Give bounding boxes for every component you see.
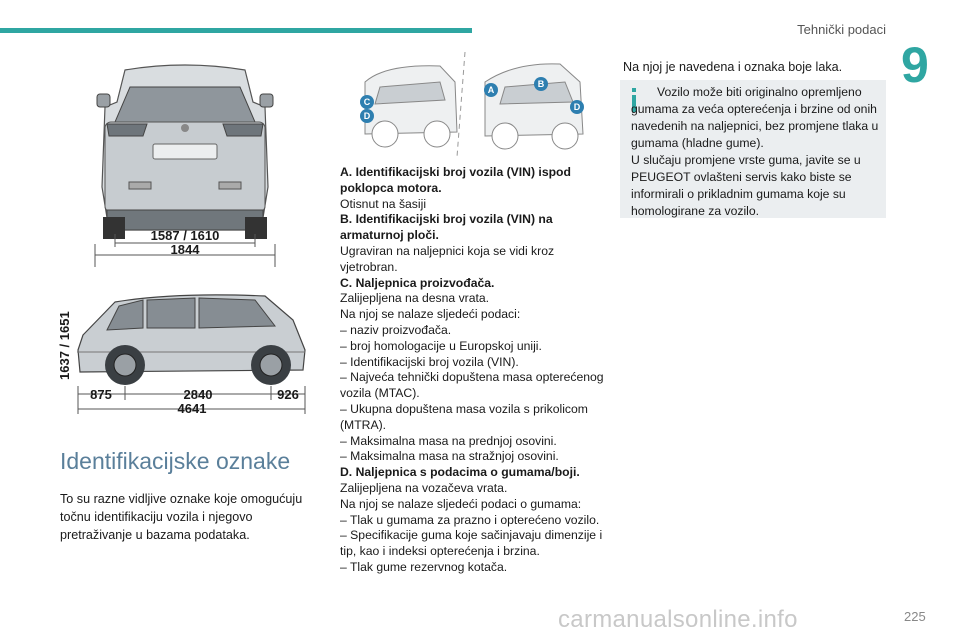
label-d-heading: D. Naljepnica s podacima o gumama/boji. <box>340 465 580 480</box>
label-d-line: Na njoj se nalaze sljedeći podaci o gumama: <box>340 496 582 511</box>
marker-a: A <box>487 85 495 95</box>
front-overhang-label: 875 <box>90 387 112 402</box>
label-c-line: – Najveća tehnički dopuštena masa opterećenog vozila (MTAC). <box>340 370 604 401</box>
label-c-heading: C. Naljepnica proizvođača. <box>340 275 495 290</box>
label-c-line: – Maksimalna masa na stražnjoj osovini. <box>340 449 559 464</box>
label-a-line: Otisnut na šasiji <box>340 196 427 211</box>
marker-b: B <box>537 79 545 89</box>
section-intro: To su razne vidljive oznake koje omogućuju točnu identifikaciju vozila i njegovo pretraživanje u bazama podataka. <box>60 492 303 542</box>
info-text-first: Vozilo može biti originalno opremljeno gumama za veća opterećenja i brzine od onih navedenih na naljepnici, bez promjene tlaka u gumama (hladne gume). <box>631 85 879 150</box>
vin-location-figure <box>345 52 595 157</box>
label-c-line: – broj homologacije u Europskoj uniji. <box>340 338 542 353</box>
chapter-number: 9 <box>901 37 929 93</box>
label-d-line: – Tlak gume rezervnog kotača. <box>340 559 508 574</box>
wheelbase-label: 2840 <box>183 387 213 402</box>
track-label: 1587 / 1610 <box>150 228 220 243</box>
label-c-line: – Maksimalna masa na prednjoj osovini. <box>340 433 557 448</box>
label-d-line: – Specifikacije guma koje sačinjavaju dimenzije i tip, kao i indeksi opterećenja i brzina. <box>340 528 603 559</box>
info-text-second: U slučaju promjene vrste guma, javite se u PEUGEOT ovlašteni servis kako biste se informirali o prikladnim gumama koje su homologirane za vozilo. <box>631 153 861 218</box>
paint-code-paragraph: Na njoj je navedena i oznaka boje laka. <box>623 60 843 74</box>
label-c-line: Na njoj se nalaze sljedeći podaci: <box>340 307 521 322</box>
label-c-line: – naziv proizvođača. <box>340 322 452 337</box>
label-b-heading: B. Identifikacijski broj vozila (VIN) na armaturnoj ploči. <box>340 212 553 243</box>
identification-labels-list <box>340 165 612 576</box>
height-label: 1637 / 1651 <box>57 311 72 380</box>
label-c-line: – Identifikacijski broj vozila (VIN). <box>340 354 519 369</box>
label-c-line: – Ukupna dopuštena masa vozila s prikolicom (MTRA). <box>340 401 588 432</box>
rear-overhang-label: 926 <box>277 387 299 402</box>
length-label: 4641 <box>177 401 207 416</box>
label-d-line: Zalijepljena na vozačeva vrata. <box>340 480 508 495</box>
marker-d-right: D <box>573 102 581 112</box>
rear-view-figure <box>85 62 285 267</box>
watermark: carmanualsonline.info <box>558 606 798 633</box>
label-b-line: Ugraviran na naljepnici koja se vidi kroz vjetrobran. <box>340 243 555 274</box>
label-d-line: – Tlak u gumama za prazno i opterećeno vozilo. <box>340 512 600 527</box>
section-title: Identifikacijske oznake <box>60 448 291 474</box>
marker-c: C <box>363 97 371 107</box>
header-accent-bar <box>0 28 472 33</box>
side-view-figure <box>55 290 315 425</box>
info-box <box>620 80 886 218</box>
label-a-heading: A. Identifikacijski broj vozila (VIN) ispod poklopca motora. <box>340 165 571 195</box>
width-label: 1844 <box>170 242 200 257</box>
header-section-title: Tehnički podaci <box>797 22 886 37</box>
label-c-line: Zalijepljena na desna vrata. <box>340 291 490 306</box>
page-number: 225 <box>904 609 926 624</box>
marker-d-left: D <box>363 111 371 121</box>
